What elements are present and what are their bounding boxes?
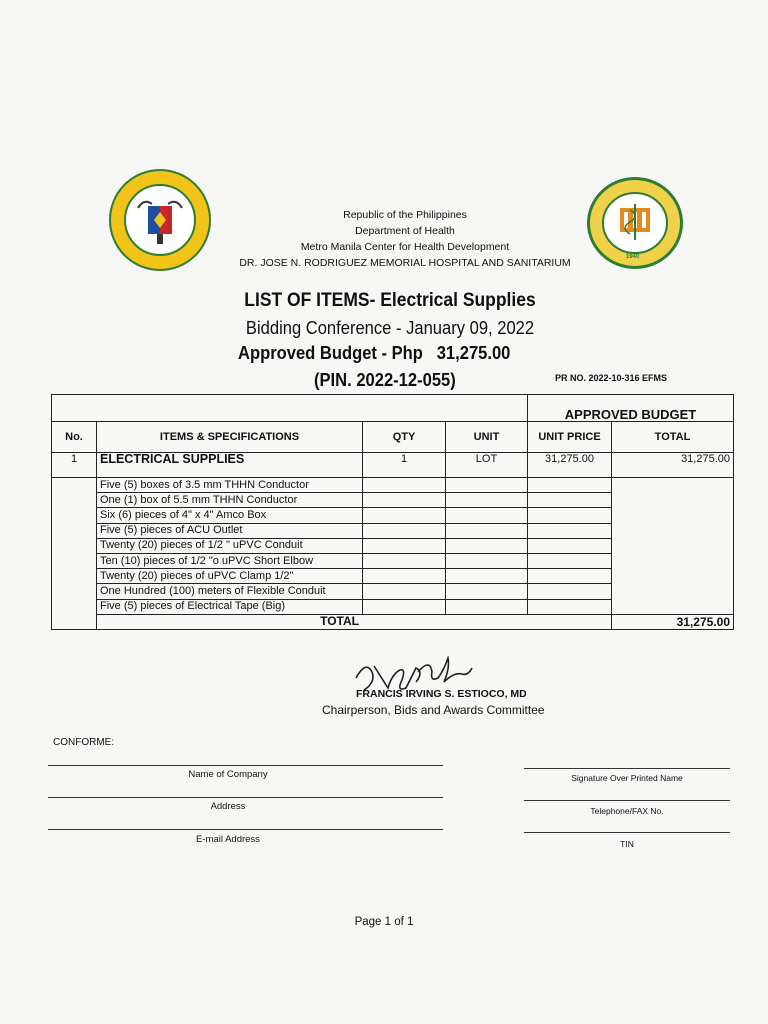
spec-unit-cell [446,569,528,584]
spec-qty-cell [363,569,446,584]
spec-qty-cell [363,553,446,568]
spec-item: Five (5) pieces of ACU Outlet [97,523,363,538]
spec-item: Five (5) boxes of 3.5 mm THHN Conductor [97,478,363,493]
spec-price-cell [528,584,612,599]
spec-price-cell [528,493,612,508]
table-row [52,453,734,478]
col-unit-header: UNIT [446,422,528,453]
table-blank-header [52,395,528,422]
col-no-header: No. [52,422,97,453]
pr-number: PR NO. 2022-10-316 EFMS [555,373,668,383]
approved-budget-header: APPROVED BUDGET [528,395,734,422]
spec-qty-cell [363,508,446,523]
email-line [48,829,443,830]
header-department: Department of Health [355,225,455,237]
spec-qty-cell [363,523,446,538]
hospital-seal-text [586,176,587,177]
table-header-row [52,422,734,453]
signatory-title: Chairperson, Bids and Awards Committee [322,703,545,717]
signature-line [524,768,730,769]
spec-qty-cell [363,538,446,553]
table-row [52,395,734,422]
col-qty-header: QTY [363,422,446,453]
spec-no-cell [52,478,97,630]
col-total-header: TOTAL [612,422,734,453]
spec-qty-cell [363,584,446,599]
row-total: 31,275.00 [612,453,734,478]
telephone-line [524,800,730,801]
spec-qty-cell [363,599,446,614]
page-title: LIST OF ITEMS- Electrical Supplies [244,290,536,311]
company-line [48,765,443,766]
doh-seal-text [108,168,109,169]
spec-item: Twenty (20) pieces of 1/2 " uPVC Conduit [97,538,363,553]
spec-unit-cell [446,599,528,614]
row-item: ELECTRICAL SUPPLIES [97,453,363,478]
spec-price-cell [528,599,612,614]
header-center: Metro Manila Center for Health Development [300,241,510,253]
total-label: TOTAL [97,614,612,629]
signature-label: Signature Over Printed Name [571,773,683,783]
spec-item: Five (5) pieces of Electrical Tape (Big) [97,599,363,614]
spec-price-cell [528,523,612,538]
total-value: 31,275.00 [612,614,734,629]
row-qty: 1 [363,453,446,478]
col-unit-price-header: UNIT PRICE [528,422,612,453]
signatory-name: FRANCIS IRVING S. ESTIOCO, MD [356,688,527,700]
spec-unit-cell [446,538,528,553]
spec-price-cell [528,478,612,493]
spec-unit-cell [446,584,528,599]
address-line [48,797,443,798]
bidding-conference: Bidding Conference - January 09, 2022 [245,318,535,338]
approved-budget-heading [238,343,510,364]
spec-price-cell [528,538,612,553]
tin-label: TIN [620,839,634,849]
pin-number: (PIN. 2022-12-055) [314,370,456,390]
col-items-header: ITEMS & SPECIFICATIONS [97,422,363,453]
spec-item: One (1) box of 5.5 mm THHN Conductor [97,493,363,508]
row-unit: LOT [446,453,528,478]
spec-item: Ten (10) pieces of 1/2 "o uPVC Short Elbow [97,553,363,568]
spec-price-cell [528,569,612,584]
page-number: Page 1 of 1 [354,916,414,928]
conforme-label: CONFORME: [53,737,115,748]
total-row [52,614,734,629]
company-label: Name of Company [188,769,268,780]
spec-qty-cell [363,493,446,508]
spec-row [52,478,734,493]
spec-unit-cell [446,478,528,493]
row-unit-price: 31,275.00 [528,453,612,478]
approved-budget-text: Approved Budget - Php 31,275.00 [238,343,511,363]
spec-price-cell [528,508,612,523]
spec-unit-cell [446,493,528,508]
spec-unit-cell [446,523,528,538]
telephone-label: Telephone/FAX No. [590,806,664,816]
header-hospital: DR. JOSE N. RODRIGUEZ MEMORIAL HOSPITAL AND SANITARIUM [239,257,571,269]
address-label: Address [210,801,246,812]
email-label: E-mail Address [196,834,260,845]
spec-unit-cell [446,553,528,568]
row-no: 1 [52,453,97,478]
doh-seal-logo [108,168,212,272]
tin-line [524,832,730,833]
spec-item: One Hundred (100) meters of Flexible Conduit [97,584,363,599]
spec-item: Twenty (20) pieces of uPVC Clamp 1/2" [97,569,363,584]
spec-item: Six (6) pieces of 4" x 4" Amco Box [97,508,363,523]
hospital-seal-year: 1940 [626,254,640,260]
spec-unit-cell [446,508,528,523]
items-table [51,394,734,630]
spec-qty-cell [363,478,446,493]
spec-price-cell [528,553,612,568]
header-republic: Republic of the Philippines [343,209,467,221]
spec-total-cell [612,478,734,615]
